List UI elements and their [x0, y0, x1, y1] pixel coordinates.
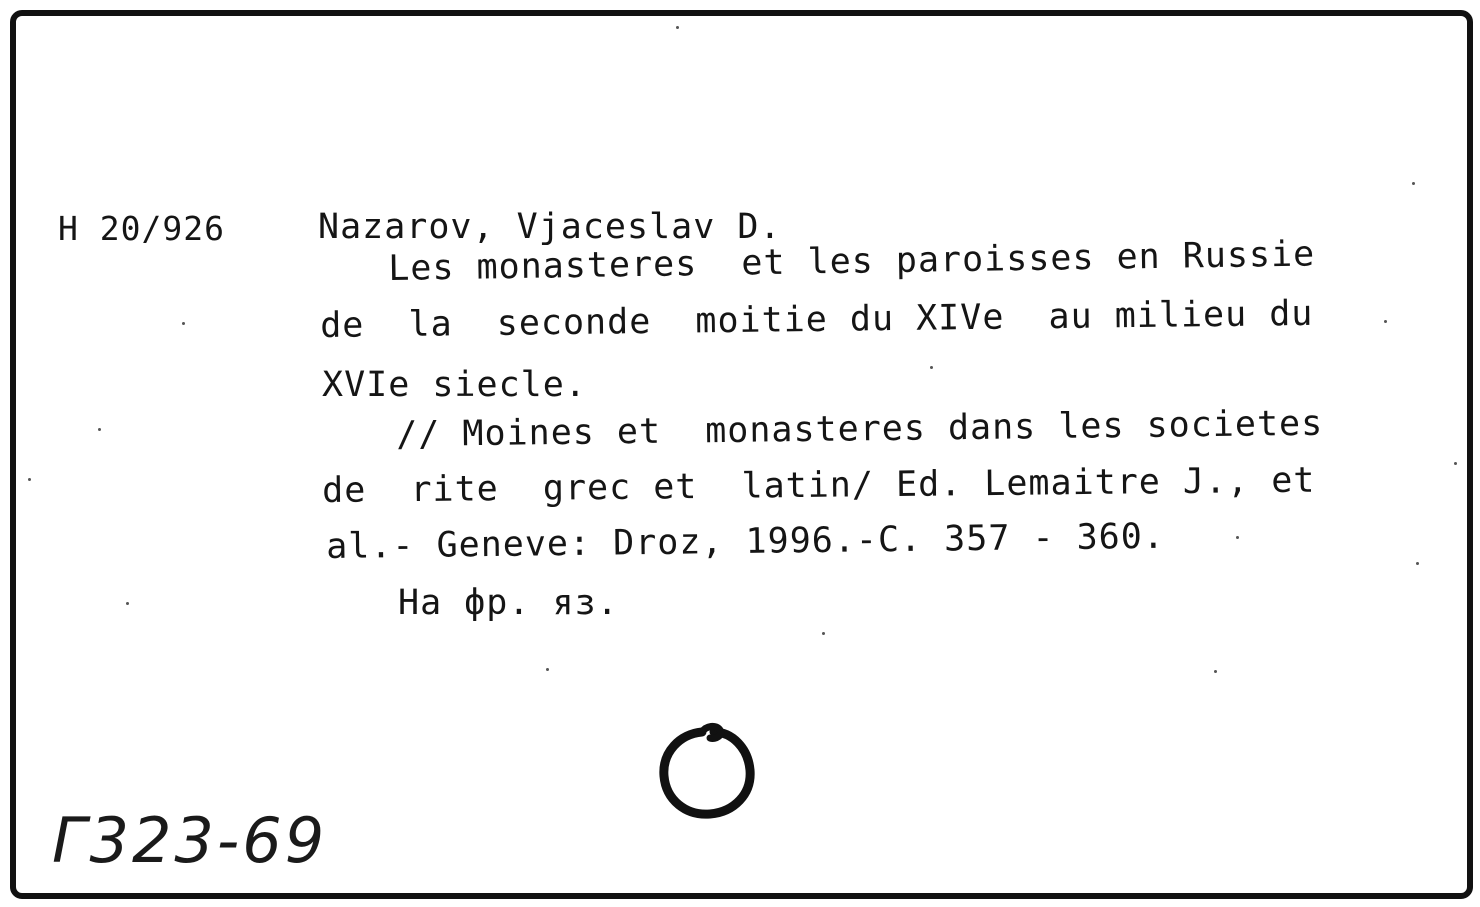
- dust-speck: [28, 478, 31, 481]
- dust-speck: [546, 668, 549, 671]
- title-line-1: Les monasteres et les paroisses en Russie: [387, 234, 1316, 289]
- call-number: H 20/926: [58, 209, 225, 248]
- punch-hole-icon: [650, 718, 766, 826]
- title-line-3: XVIe siecle.: [322, 365, 587, 405]
- title-line-2: de la seconde moitie du XIVe au milieu du: [319, 293, 1314, 346]
- dust-speck: [1214, 670, 1217, 673]
- dust-speck: [126, 602, 129, 605]
- dust-speck: [1236, 536, 1239, 539]
- handwritten-number: Г323-69: [52, 804, 328, 877]
- language-note: На фр. яз.: [398, 583, 619, 623]
- dust-speck: [1412, 182, 1415, 185]
- source-line-3: al.- Geneve: Droz, 1996.-C. 357 - 360.: [325, 516, 1166, 567]
- author-line: Nazarov, Vjaceslav D.: [318, 207, 782, 247]
- dust-speck: [822, 632, 825, 635]
- source-line-1: // Moines et monasteres dans les societes: [395, 403, 1324, 455]
- dust-speck: [1384, 320, 1387, 323]
- dust-speck: [98, 428, 101, 431]
- dust-speck: [182, 322, 185, 325]
- dust-speck: [930, 366, 933, 369]
- dust-speck: [676, 26, 679, 29]
- dust-speck: [1454, 462, 1457, 465]
- dust-speck: [1416, 562, 1419, 565]
- source-line-2: de rite grec et latin/ Ed. Lemaitre J., et: [321, 460, 1316, 511]
